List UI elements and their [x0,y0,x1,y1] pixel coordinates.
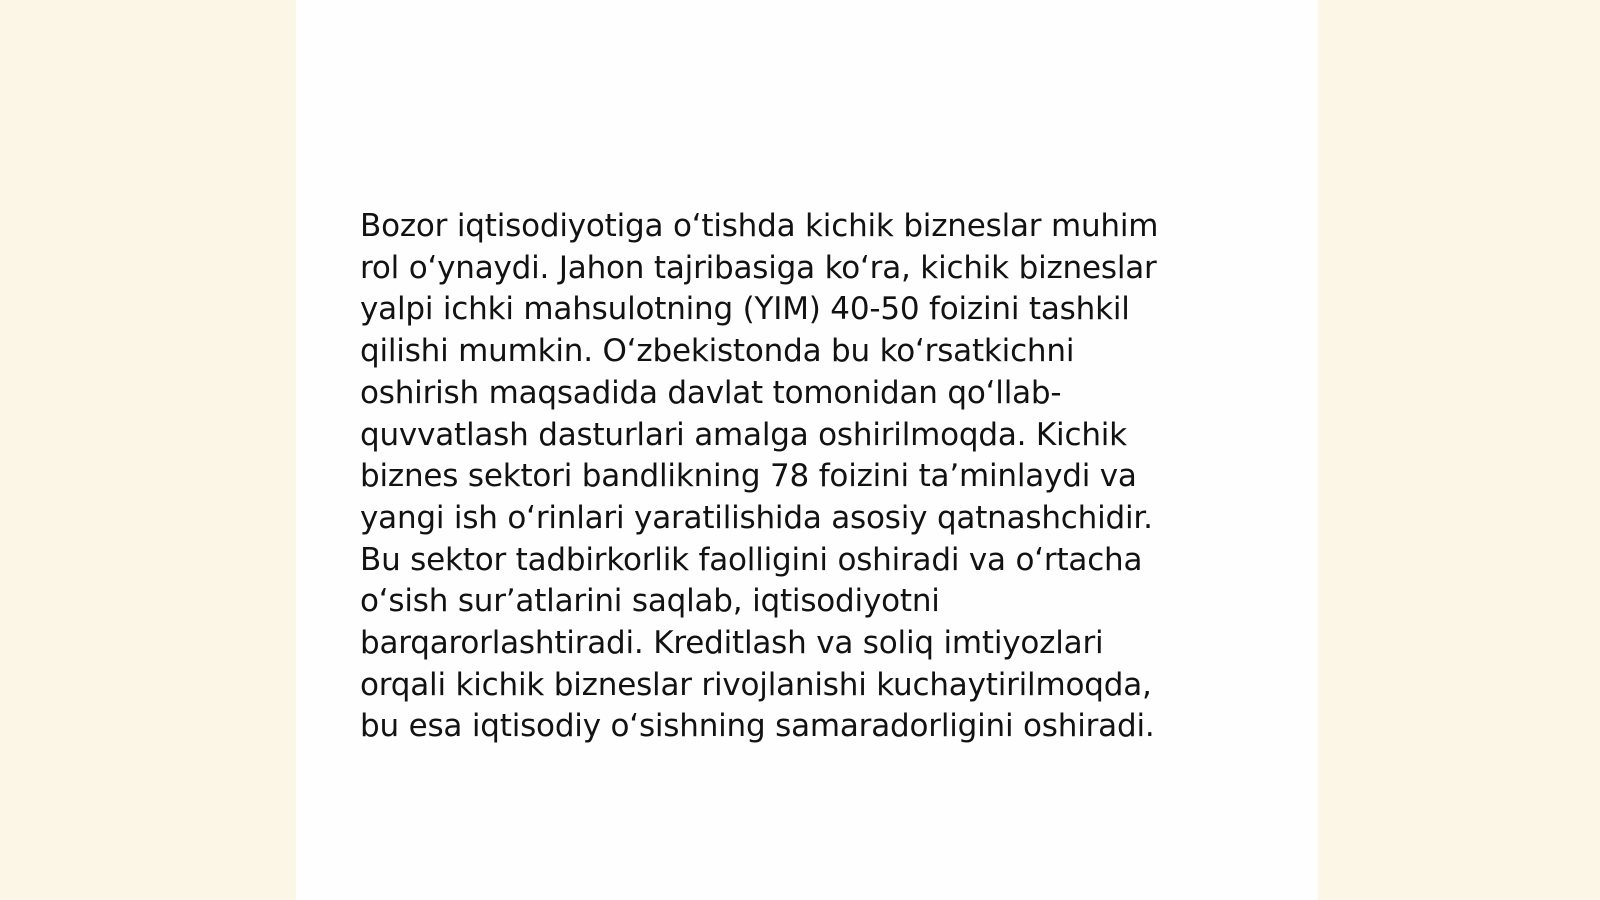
right-margin-panel [1318,0,1600,900]
paragraph-line: o‘sish sur’atlarini saqlab, iqtisodiyotni [360,583,940,620]
paragraph-line: oshirish maqsadida davlat tomonidan qo‘llab- [360,374,1062,411]
paragraph-line: quvvatlash dasturlari amalga oshirilmoqda. Kichik [360,416,1127,453]
paragraph-line: barqarorlashtiradi. Kreditlash va soliq imtiyozlari [360,625,1104,662]
paragraph-line: bu esa iqtisodiy o‘sishning samaradorligini oshiradi. [360,708,1155,745]
paragraph-line: biznes sektori bandlikning 78 foizini ta’minlaydi va [360,458,1137,495]
paragraph-line: Bozor iqtisodiyotiga o‘tishda kichik bizneslar muhim [360,208,1159,244]
paragraph-line: qilishi mumkin. O‘zbekistonda bu ko‘rsatkichni [360,333,1075,370]
paragraph-line: rol o‘ynaydi. Jahon tajribasiga ko‘ra, kichik bizneslar [360,249,1157,286]
body-paragraph [360,206,1240,748]
paragraph-line: yalpi ichki mahsulotning (YIM) 40-50 foizini tashkil [360,291,1130,328]
left-margin-panel [0,0,296,900]
paragraph-line: orqali kichik bizneslar rivojlanishi kuchaytirilmoqda, [360,666,1152,703]
document-page [296,0,1318,900]
paragraph-line: Bu sektor tadbirkorlik faolligini oshiradi va o‘rtacha [360,541,1143,578]
paragraph-line: yangi ish o‘rinlari yaratilishida asosiy qatnashchidir. [360,499,1153,536]
